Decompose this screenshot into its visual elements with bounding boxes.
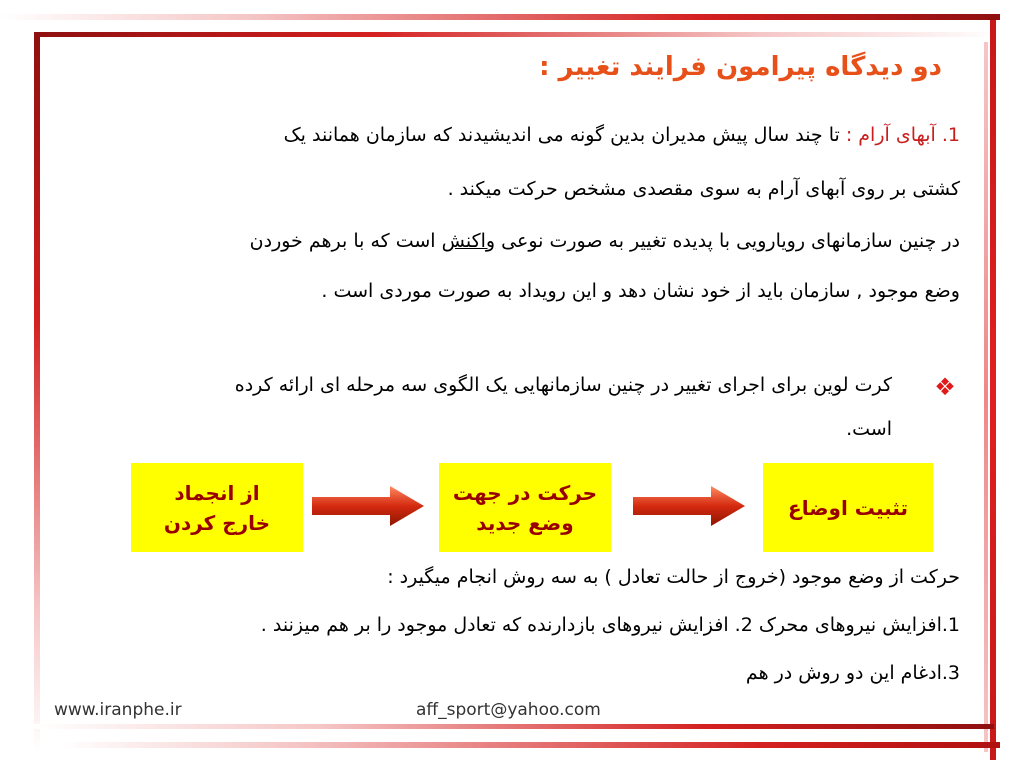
slide-title: دو دیدگاه پیرامون فرایند تغییر : bbox=[539, 52, 942, 82]
para1-number: 1. bbox=[941, 124, 960, 146]
flow-box-move bbox=[439, 463, 611, 552]
bottom-border-bar bbox=[60, 742, 1000, 748]
diamond-bullet-icon: ❖ bbox=[934, 373, 956, 401]
flow-box-refreeze-label: تثبیت اوضاع bbox=[788, 495, 908, 520]
bottom-inner-border-bar bbox=[34, 724, 994, 729]
flow-box-unfreeze bbox=[131, 463, 303, 552]
para1-line2: کشتی بر روی آبهای آرام به سوی مقصدی مشخص حرکت میکند . bbox=[447, 178, 960, 200]
flow-box-move-label: حرکت در جهت وضع جدید bbox=[452, 480, 598, 535]
bullet-line2: است. bbox=[846, 418, 892, 440]
para3-line2: 1.افزایش نیروهای محرک 2. افزایش نیروهای بازدارنده که تعادل موجود را بر هم میزنند . bbox=[260, 614, 960, 636]
para1-label: آبهای آرام : bbox=[845, 124, 936, 146]
flow-box-refreeze bbox=[763, 463, 933, 552]
right-border-bar bbox=[990, 20, 996, 760]
para2-text-after: است که با برهم خوردن bbox=[249, 230, 436, 252]
right-inner-border-bar bbox=[984, 42, 988, 752]
top-border-bar bbox=[0, 14, 1000, 20]
para3-line3: 3.ادغام این دو روش در هم bbox=[745, 662, 960, 684]
bullet-line1: کرت لوین برای اجرای تغییر در چنین سازمانهایی یک الگوی سه مرحله ای ارائه کرده bbox=[234, 374, 892, 396]
flow-box-unfreeze-label: از انجماد خارج کردن bbox=[163, 480, 271, 535]
para2-underlined-word: واکنش bbox=[441, 230, 496, 252]
top-inner-border-bar bbox=[34, 32, 999, 37]
para1-line1 bbox=[284, 124, 960, 146]
para3-line1: حرکت از وضع موجود (خروج از حالت تعادل ) به سه روش انجام میگیرد : bbox=[387, 566, 960, 588]
para2-line1 bbox=[250, 230, 960, 252]
footer-email: aff_sport@yahoo.com bbox=[416, 700, 601, 720]
para2-text-before: در چنین سازمانهای رویارویی با پدیده تغییر به صورت نوعی bbox=[501, 230, 960, 252]
para2-line2: وضع موجود , سازمان باید از خود نشان دهد و این رویداد به صورت موردی است . bbox=[321, 280, 960, 302]
left-border-bar bbox=[34, 32, 40, 752]
flow-arrow-1 bbox=[312, 486, 424, 526]
flow-arrow-2 bbox=[633, 486, 745, 526]
para1-text1: تا چند سال پیش مدیران بدین گونه می اندیشیدند که سازمان همانند یک bbox=[283, 124, 840, 146]
footer-website: www.iranphe.ir bbox=[54, 700, 182, 720]
